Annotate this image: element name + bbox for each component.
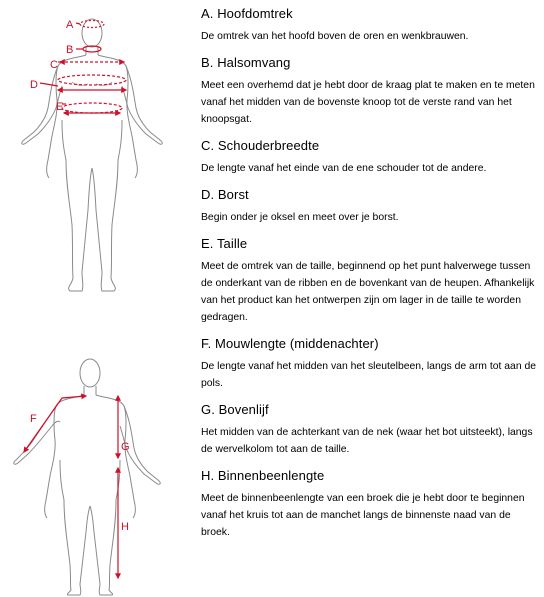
back-body-figure (0, 340, 190, 597)
section-text: De lengte vanaf het einde van de ene schouder tot de andere. (201, 163, 487, 174)
back-body-illustration (0, 340, 190, 597)
section-title: B. Halsomvang (201, 55, 291, 70)
section-text: Begin onder je oksel en meet over je borst. (201, 212, 399, 223)
label-g: G (121, 441, 130, 453)
label-f: F (30, 413, 37, 425)
section-inseam (201, 468, 537, 541)
section-text: Meet een overhemd dat je hebt door de kraag plat te maken en te meten vanaf het midden van de bovenste knoop tot de verste rand van het knoopsgat. (201, 80, 535, 125)
front-body-outline (22, 19, 162, 291)
section-title: D. Borst (201, 187, 249, 202)
section-text: Het midden van de achterkant van de nek (waar het bot uitsteekt), langs de wervelkolom tot aan de taille. (201, 427, 533, 455)
section-title: G. Bovenlijf (201, 402, 269, 417)
section-title: E. Taille (201, 236, 248, 251)
label-d: D (30, 79, 38, 91)
back-measurement-marks (24, 396, 118, 578)
head-circumference-mark (80, 21, 104, 28)
measurement-guide (201, 6, 537, 551)
section-title: H. Binnenbeenlengte (201, 468, 325, 483)
section-neck (201, 55, 537, 128)
section-text: De lengte vanaf het midden van het sleutelbeen, langs de arm tot aan de pols. (201, 361, 537, 389)
section-waist (201, 236, 537, 326)
section-upper-body (201, 402, 537, 458)
section-head-circumference (201, 6, 537, 45)
section-text: Meet de binnenbeenlengte van een broek die je hebt door te beginnen vanaf het kruis tot aan de manchet langs de binnenste naad van de broek. (201, 493, 525, 538)
label-a: A (66, 19, 74, 31)
chest-circumference-mark (58, 75, 126, 85)
label-e: E (56, 101, 64, 113)
section-title: F. Mouwlengte (middenachter) (201, 336, 379, 351)
section-sleeve-length (201, 336, 537, 392)
back-body-outline (14, 359, 160, 595)
label-h: H (121, 521, 129, 533)
section-chest (201, 187, 537, 226)
section-text: Meet de omtrek van de taille, beginnend op het punt halverwege tussen de onderkant van de ribben en de bovenkant van de heupen. Afhankelijk van het product kan het ontwerpen zijn om lager in de taille te worden gedragen. (201, 261, 535, 323)
section-text: De omtrek van het hoofd boven de oren en wenkbrauwen. (201, 31, 469, 42)
section-shoulder-width (201, 138, 537, 177)
front-body-illustration (0, 0, 190, 300)
front-body-figure (0, 0, 190, 300)
waist-circumference-mark (62, 103, 122, 113)
section-title: A. Hoofdomtrek (201, 6, 293, 21)
label-b: B (66, 44, 74, 56)
section-title: C. Schouderbreedte (201, 138, 320, 153)
label-c: C (50, 59, 58, 71)
